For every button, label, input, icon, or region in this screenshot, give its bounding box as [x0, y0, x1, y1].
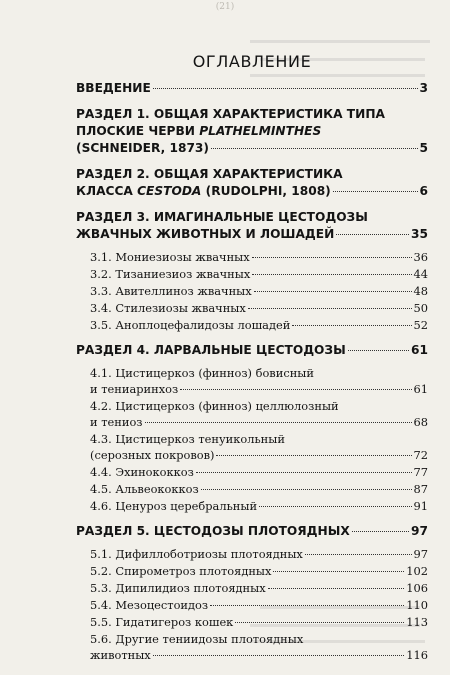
toc-section-5-leader: [352, 531, 409, 532]
toc-item-page: 52: [413, 318, 428, 332]
toc-item-text: и тениаринхоз: [90, 382, 179, 396]
toc-item-leader: [180, 389, 411, 390]
toc-item-line: [90, 266, 428, 282]
toc-section-4-text: РАЗДЕЛ 4. ЛАРВАЛЬНЫЕ ЦЕСТОДОЗЫ: [76, 343, 346, 357]
toc-item-leader: [145, 422, 412, 423]
toc-body: [76, 80, 428, 663]
toc-item-leader: [201, 489, 412, 490]
toc-item-text: 3.1. Мониезиозы жвачных: [90, 250, 250, 264]
toc-section-1-line: [76, 106, 428, 123]
toc-section-2-label: РАЗДЕЛ 2.: [76, 167, 154, 181]
toc-section-3-page: 35: [411, 227, 428, 241]
toc-item-line: [90, 631, 428, 647]
toc-section-4-leader: [348, 350, 409, 351]
toc-section-5-line: [76, 523, 428, 540]
toc-item-page: 44: [413, 267, 428, 281]
toc-item-line: [90, 283, 428, 299]
toc-item-leader: [273, 571, 404, 572]
toc-item-line: [90, 597, 428, 613]
toc-item-line: [90, 464, 428, 480]
toc-section-4-line: [76, 342, 428, 359]
toc-item: [90, 266, 428, 282]
toc-section-2-line: [76, 183, 428, 200]
toc-section-1-line: [76, 123, 428, 140]
toc-item-line: [90, 398, 428, 414]
toc-intro-leader: [153, 88, 418, 89]
toc-item-leader: [248, 308, 412, 309]
toc-item-line: [90, 249, 428, 265]
toc-item-leader: [196, 472, 412, 473]
table-of-contents: [76, 52, 428, 663]
toc-item-text: 5.1. Дифиллоботриозы плотоядных: [90, 547, 303, 561]
toc-section-1-page: 5: [419, 141, 428, 155]
toc-section-1-text: (SCHNEIDER, 1873): [76, 141, 209, 155]
toc-item: [90, 580, 428, 596]
toc-item-page: 77: [413, 465, 428, 479]
toc-section-3-label: РАЗДЕЛ 3.: [76, 210, 154, 224]
toc-title: ОГЛАВЛЕНИЕ: [192, 52, 312, 71]
toc-item-leader: [210, 605, 404, 606]
toc-section-5-page: 97: [411, 524, 428, 538]
toc-section-4-page: 61: [411, 343, 428, 357]
toc-item-leader: [235, 622, 404, 623]
toc-item-line: [90, 381, 428, 397]
toc-section-1-leader: [211, 148, 418, 149]
toc-section-1-line: [76, 140, 428, 157]
toc-item-page: 87: [413, 482, 428, 496]
toc-section-3-line: [76, 209, 428, 226]
toc-item-page: 36: [413, 250, 428, 264]
toc-intro-line: [76, 80, 428, 97]
toc-item: [90, 464, 428, 480]
toc-section-2-latin: CESTODA: [137, 184, 202, 198]
toc-section-2: [76, 166, 428, 200]
toc-section-5-text: РАЗДЕЛ 5. ЦЕСТОДОЗЫ ПЛОТОЯДНЫХ: [76, 524, 350, 538]
toc-item-page: 68: [413, 415, 428, 429]
toc-item-line: [90, 431, 428, 447]
toc-item-text: животных: [90, 648, 151, 662]
toc-item-line: [90, 447, 428, 463]
toc-item-leader: [292, 325, 411, 326]
toc-item-text: 4.1. Цистицеркоз (финноз) бовисный: [90, 366, 314, 380]
toc-item-line: [90, 647, 428, 663]
toc-item-page: 91: [413, 499, 428, 513]
toc-item-page: 48: [413, 284, 428, 298]
toc-item-line: [90, 563, 428, 579]
toc-section-1-latin: PLATHELMINTHES: [199, 124, 322, 138]
toc-item: [90, 398, 428, 430]
toc-item-page: 72: [413, 448, 428, 462]
toc-item-page: 110: [406, 598, 428, 612]
toc-item-line: [90, 317, 428, 333]
toc-item-text: 3.5. Аноплоцефалидозы лошадей: [90, 318, 291, 332]
toc-intro-page: 3: [419, 81, 428, 95]
toc-item-leader: [259, 506, 411, 507]
toc-item-page: 106: [406, 581, 428, 595]
toc-item-text: 3.4. Стилезиозы жвачных: [90, 301, 246, 315]
toc-item-text: 4.2. Цистицеркоз (финноз) целлюлозный: [90, 399, 339, 413]
toc-item-leader: [153, 655, 405, 656]
toc-item: [90, 283, 428, 299]
toc-section-3-line: [76, 226, 428, 243]
toc-item: [90, 614, 428, 630]
toc-item: [90, 563, 428, 579]
toc-section-4: [76, 342, 428, 359]
toc-item-text: 5.4. Мезоцестоидоз: [90, 598, 209, 612]
toc-item-text: 3.3. Авителлиноз жвачных: [90, 284, 252, 298]
toc-section-3-leader: [336, 234, 409, 235]
toc-item-text: (серозных покровов): [90, 448, 215, 462]
toc-section-2-text: КЛАССА CESTODA (RUDOLPHI, 1808): [76, 184, 331, 198]
toc-section-1-text: ПЛОСКИЕ ЧЕРВИ PLATHELMINTHES: [76, 124, 322, 138]
toc-item-line: [90, 498, 428, 514]
toc-item: [90, 317, 428, 333]
toc-section-1-text: РАЗДЕЛ 1. ОБЩАЯ ХАРАКТЕРИСТИКА ТИПА: [76, 107, 385, 121]
toc-item: [90, 365, 428, 397]
toc-item-line: [90, 365, 428, 381]
toc-section-2-text: РАЗДЕЛ 2. ОБЩАЯ ХАРАКТЕРИСТИКА: [76, 167, 343, 181]
toc-section-1-label: РАЗДЕЛ 1.: [76, 107, 154, 121]
toc-item-text: 4.5. Альвеококкоз: [90, 482, 199, 496]
toc-item-line: [90, 414, 428, 430]
toc-intro: [76, 80, 428, 97]
toc-intro-text: ВВЕДЕНИЕ: [76, 81, 151, 95]
toc-item-text: 4.4. Эхинококкоз: [90, 465, 194, 479]
toc-item-text: 5.6. Другие тениидозы плотоядных: [90, 632, 304, 646]
toc-item: [90, 546, 428, 562]
toc-section-4-label: РАЗДЕЛ 4.: [76, 343, 154, 357]
toc-item-page: 102: [406, 564, 428, 578]
toc-section-3-text: ЖВАЧНЫХ ЖИВОТНЫХ И ЛОШАДЕЙ: [76, 227, 335, 241]
toc-item-page: 97: [413, 547, 428, 561]
toc-item-page: 116: [406, 648, 428, 662]
toc-item-line: [90, 614, 428, 630]
toc-item: [90, 498, 428, 514]
toc-section-1: [76, 106, 428, 157]
toc-item: [90, 431, 428, 463]
toc-item-text: 5.2. Спирометроз плотоядных: [90, 564, 272, 578]
toc-item-leader: [252, 274, 411, 275]
toc-item-text: 4.6. Ценуроз церебральный: [90, 499, 258, 513]
toc-item: [90, 481, 428, 497]
toc-item-text: 5.3. Дипилидиоз плотоядных: [90, 581, 266, 595]
toc-section-2-line: [76, 166, 428, 183]
toc-section-3: [76, 209, 428, 243]
toc-item-text: 4.3. Цистицеркоз тенуикольный: [90, 432, 285, 446]
toc-item-leader: [216, 455, 411, 456]
toc-item-page: 113: [406, 615, 428, 629]
toc-item: [90, 597, 428, 613]
toc-item-line: [90, 300, 428, 316]
page-number: (21): [215, 2, 235, 12]
toc-item-text: 3.2. Тизаниезиоз жвачных: [90, 267, 251, 281]
toc-item-leader: [254, 291, 412, 292]
toc-item: [90, 300, 428, 316]
toc-section-5-label: РАЗДЕЛ 5.: [76, 524, 154, 538]
toc-item-page: 61: [413, 382, 428, 396]
toc-item-leader: [305, 554, 412, 555]
toc-item-leader: [268, 588, 405, 589]
toc-section-2-leader: [333, 191, 418, 192]
toc-item-line: [90, 580, 428, 596]
toc-section-3-text: РАЗДЕЛ 3. ИМАГИНАЛЬНЫЕ ЦЕСТОДОЗЫ: [76, 210, 368, 224]
toc-section-2-page: 6: [419, 184, 428, 198]
toc-item-line: [90, 481, 428, 497]
toc-item-page: 50: [413, 301, 428, 315]
toc-item: [90, 249, 428, 265]
toc-item-line: [90, 546, 428, 562]
toc-item-text: 5.5. Гидатигероз кошек: [90, 615, 234, 629]
toc-item-text: и тениоз: [90, 415, 143, 429]
toc-section-5: [76, 523, 428, 540]
toc-item-leader: [252, 257, 412, 258]
toc-item: [90, 631, 428, 663]
